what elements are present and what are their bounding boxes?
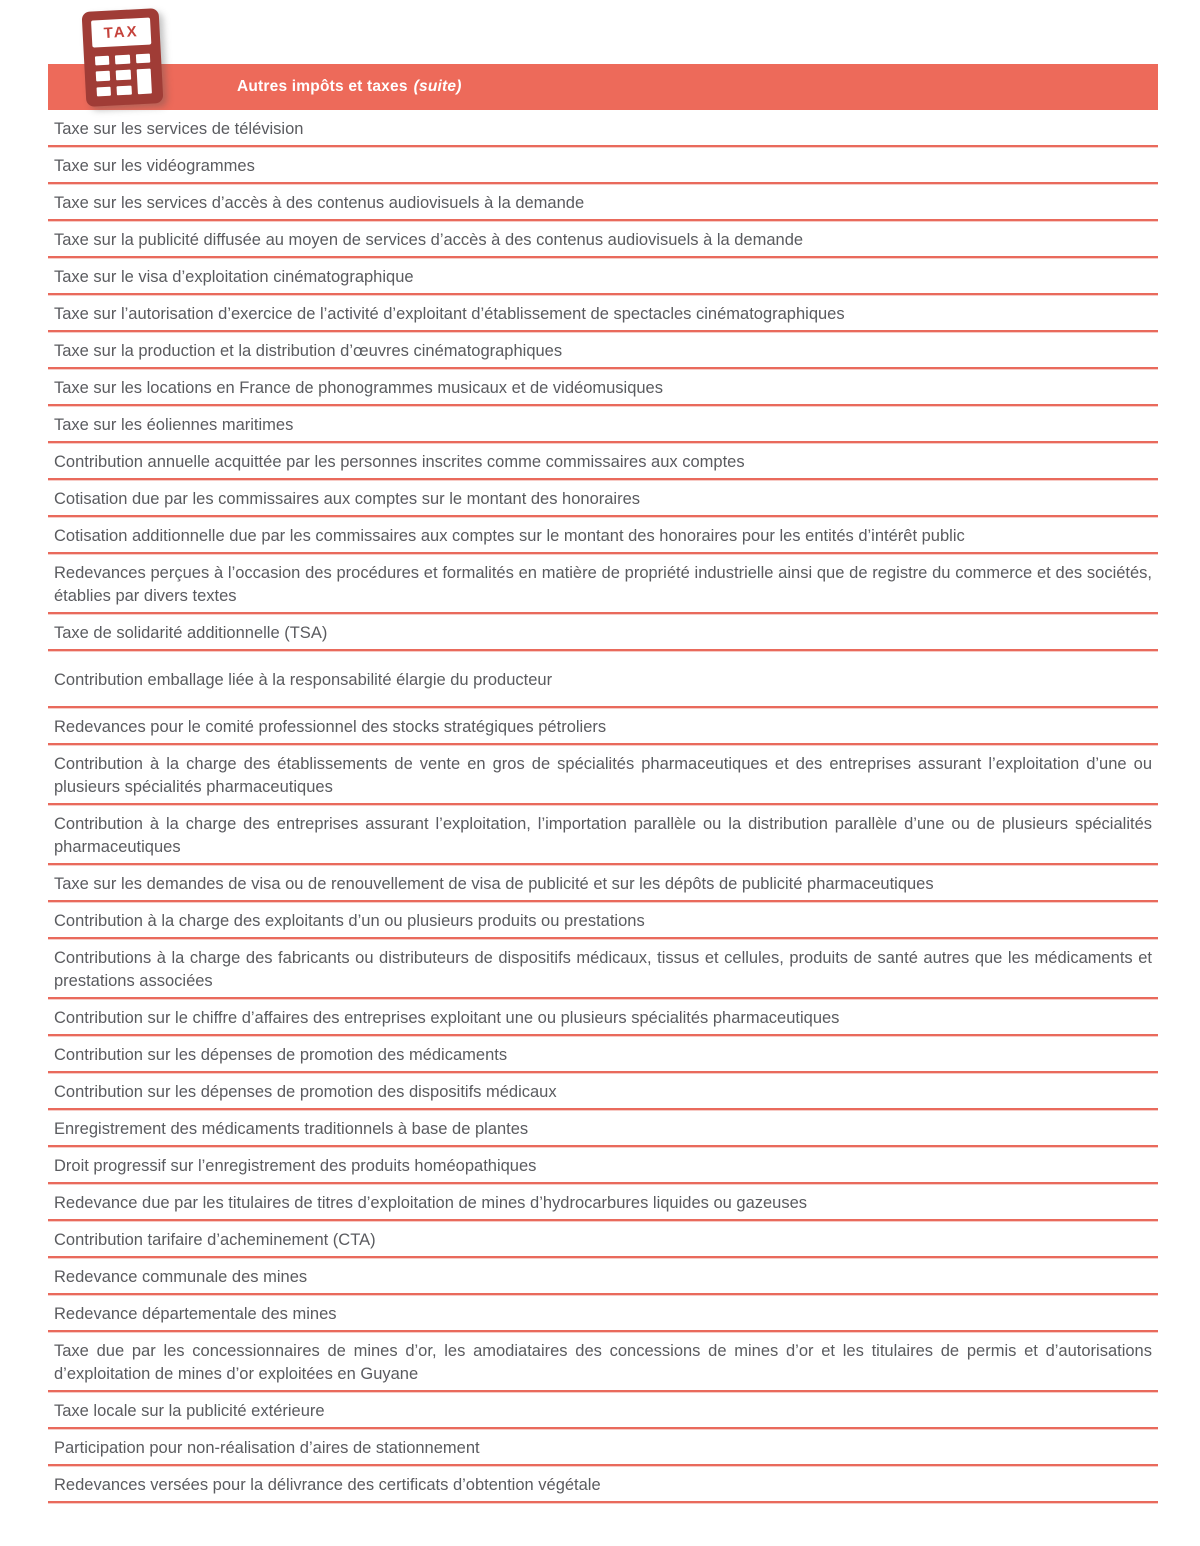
list-item: Contribution à la charge des exploitants d’un ou plusieurs produits ou prestations	[48, 902, 1158, 939]
list-item: Taxe sur les vidéogrammes	[48, 147, 1158, 184]
list-item: Taxe sur l’autorisation d’exercice de l’activité d’exploitant d’établissement de spectacles cinématographiques	[48, 295, 1158, 332]
list-item: Redevances perçues à l’occasion des procédures et formalités en matière de propriété industrielle ainsi que de registre du commerce et des sociétés, établies par divers textes	[48, 554, 1158, 614]
list-item: Taxe sur le visa d’exploitation cinématographique	[48, 258, 1158, 295]
list-item: Taxe de solidarité additionnelle (TSA)	[48, 614, 1158, 651]
list-item: Taxe due par les concessionnaires de mines d’or, les amodiataires des concessions de mines d’or et les titulaires de permis et d’autorisations d’exploitation de mines d’or exploitées en Guyane	[48, 1332, 1158, 1392]
list-item: Contribution à la charge des entreprises assurant l’exploitation, l’importation parallèle ou la distribution parallèle d’une ou de plusieurs spécialités pharmaceutiques	[48, 805, 1158, 865]
list-item: Taxe sur les demandes de visa ou de renouvellement de visa de publicité et sur les dépôts de publicité pharmaceutiques	[48, 865, 1158, 902]
section-title: Autres impôts et taxes	[237, 78, 408, 95]
calculator-key	[95, 56, 110, 66]
list-item: Redevance départementale des mines	[48, 1295, 1158, 1332]
list-item: Taxe sur la publicité diffusée au moyen de services d’accès à des contenus audiovisuels à la demande	[48, 221, 1158, 258]
list-item: Redevances pour le comité professionnel des stocks stratégiques pétroliers	[48, 708, 1158, 745]
tax-label: TAX	[103, 23, 140, 42]
section-title-suffix: (suite)	[413, 78, 462, 95]
list-item: Redevances versées pour la délivrance des certificats d’obtention végétale	[48, 1466, 1158, 1503]
list-item: Taxe locale sur la publicité extérieure	[48, 1392, 1158, 1429]
list-item: Contribution sur les dépenses de promotion des dispositifs médicaux	[48, 1073, 1158, 1110]
list-item: Contribution tarifaire d’acheminement (CTA)	[48, 1221, 1158, 1258]
list-item: Redevance due par les titulaires de titres d’exploitation de mines d’hydrocarbures liquides ou gazeuses	[48, 1184, 1158, 1221]
list-item: Enregistrement des médicaments traditionnels à base de plantes	[48, 1110, 1158, 1147]
calculator-keypad	[95, 54, 152, 97]
list-item: Redevance communale des mines	[48, 1258, 1158, 1295]
calculator-key	[117, 85, 132, 95]
list-item: Contribution emballage liée à la responsabilité élargie du producteur	[48, 651, 1158, 708]
list-item: Cotisation additionnelle due par les commissaires aux comptes sur le montant des honoraires pour les entités d’intérêt public	[48, 517, 1158, 554]
list-item: Taxe sur les locations en France de phonogrammes musicaux et de vidéomusiques	[48, 369, 1158, 406]
list-item: Contribution sur les dépenses de promotion des médicaments	[48, 1036, 1158, 1073]
calculator-screen	[91, 18, 151, 48]
list-item: Taxe sur les services d’accès à des contenus audiovisuels à la demande	[48, 184, 1158, 221]
calculator-key	[97, 86, 112, 96]
list-item: Contribution à la charge des établissements de vente en gros de spécialités pharmaceutiques et des entreprises assurant l’exploitation d’une ou plusieurs spécialités pharmaceutiques	[48, 745, 1158, 805]
list-item: Taxe sur les services de télévision	[48, 110, 1158, 147]
list-item: Contributions à la charge des fabricants ou distributeurs de dispositifs médicaux, tissus et cellules, produits de santé autres que les médicaments et prestations associées	[48, 939, 1158, 999]
calculator-key	[115, 55, 130, 65]
calculator-key	[136, 69, 152, 94]
list-item: Droit progressif sur l’enregistrement des produits homéopathiques	[48, 1147, 1158, 1184]
list-item: Taxe sur la production et la distribution d’œuvres cinématographiques	[48, 332, 1158, 369]
calculator-key	[116, 70, 131, 80]
list-item: Contribution annuelle acquittée par les personnes inscrites comme commissaires aux comptes	[48, 443, 1158, 480]
list-item: Participation pour non-réalisation d’aires de stationnement	[48, 1429, 1158, 1466]
list-item: Contribution sur le chiffre d’affaires des entreprises exploitant une ou plusieurs spécialités pharmaceutiques	[48, 999, 1158, 1036]
list-item: Taxe sur les éoliennes maritimes	[48, 406, 1158, 443]
tax-list	[48, 110, 1158, 1503]
section-banner	[48, 64, 1158, 110]
tax-calculator-icon	[82, 8, 164, 107]
list-item: Cotisation due par les commissaires aux comptes sur le montant des honoraires	[48, 480, 1158, 517]
calculator-key	[136, 54, 151, 64]
calculator-key	[96, 71, 111, 81]
